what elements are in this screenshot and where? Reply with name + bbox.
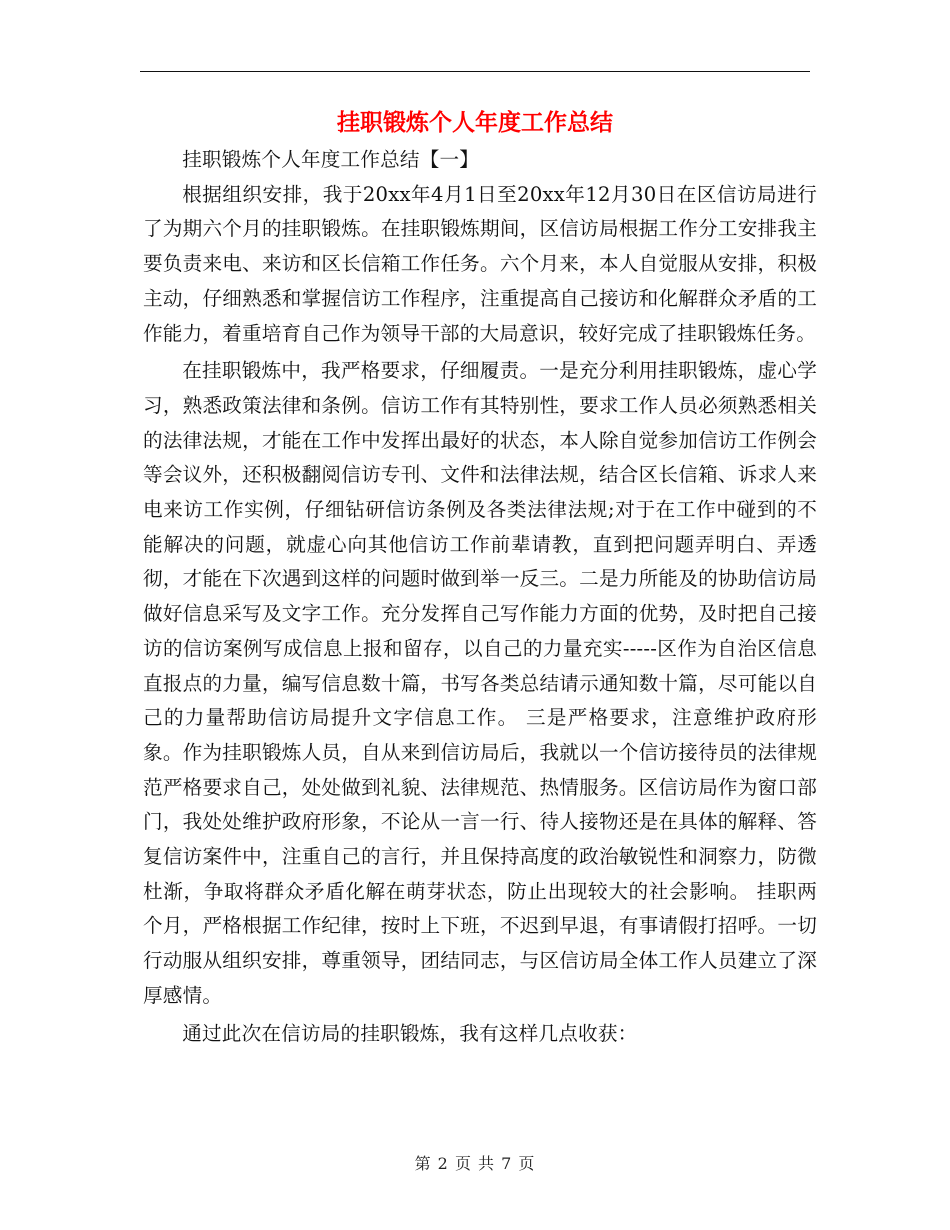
body-paragraph-1: 根据组织安排，我于20xx年4月1日至20xx年12月30日在区信访局进行了为期六个月的挂职锻炼。在挂职锻炼期间，区信访局根据工作分工安排我主要负责来电、来访和区长信箱工作任务。六个月来，本人自觉服从安排，积极主动，仔细熟悉和掌握信访工作程序，注重提高自己接访和化解群众矛盾的工作能力，着重培育自己作为领导干部的大局意识，较好完成了挂职锻炼任务。 [143,182,817,345]
document-title: 挂职锻炼个人年度工作总结 [337,110,613,136]
body-paragraph-3: 通过此次在信访局的挂职锻炼，我有这样几点收获： [182,1021,638,1045]
body-paragraph-2: 在挂职锻炼中，我严格要求，仔细履责。一是充分利用挂职锻炼，虚心学习，熟悉政策法律和条例。信访工作有其特别性，要求工作人员必须熟悉相关的法律法规，才能在工作中发挥出最好的状态，本人除自觉参加信访工作例会等会议外，还积极翻阅信访专刊、文件和法律法规，结合区长信箱、诉求人来电来访工作实例，仔细钻研信访条例及各类法律法规;对于在工作中碰到的不能解决的问题，就虚心向其他信访工作前辈请教，直到把问题弄明白、弄透彻，才能在下次遇到这样的问题时做到举一反三。二是力所能及的协助信访局做好信息采写及文字工作。充分发挥自己写作能力方面的优势，及时把自己接访的信访案例写成信息上报和留存，以自己的力量充实-----区作为自治区信息直报点的力量，编写信息数十篇，书写各类总结请示通知数十篇，尽可能以自己的力量帮助信访局提升文字信息工作。 三是严格要求，注意维护政府形象。作为挂职锻炼人员，自从来到信访局后，我就以一个信访接待员的法律规范严格要求自己，处处做到礼貌、法律规范、热情服务。区信访局作为窗口部门，我处处维护政府形象，不论从一言一行、待人接物还是在具体的解释、答复信访案件中，注重自己的言行，并且保持高度的政治敏锐性和洞察力，防微杜渐，争取将群众矛盾化解在萌芽状态，防止出现较大的社会影响。 挂职两个月，严格根据工作纪律，按时上下班，不迟到早退，有事请假打招呼。一切行动服从组织安排，尊重领导，团结同志，与区信访局全体工作人员建立了深厚感情。 [143,359,817,1007]
header-rule [140,71,810,72]
page-number-footer: 第 2 页 共 7 页 [414,1154,536,1173]
section-subtitle: 挂职锻炼个人年度工作总结【一】 [182,148,480,171]
document-body [143,143,817,1051]
